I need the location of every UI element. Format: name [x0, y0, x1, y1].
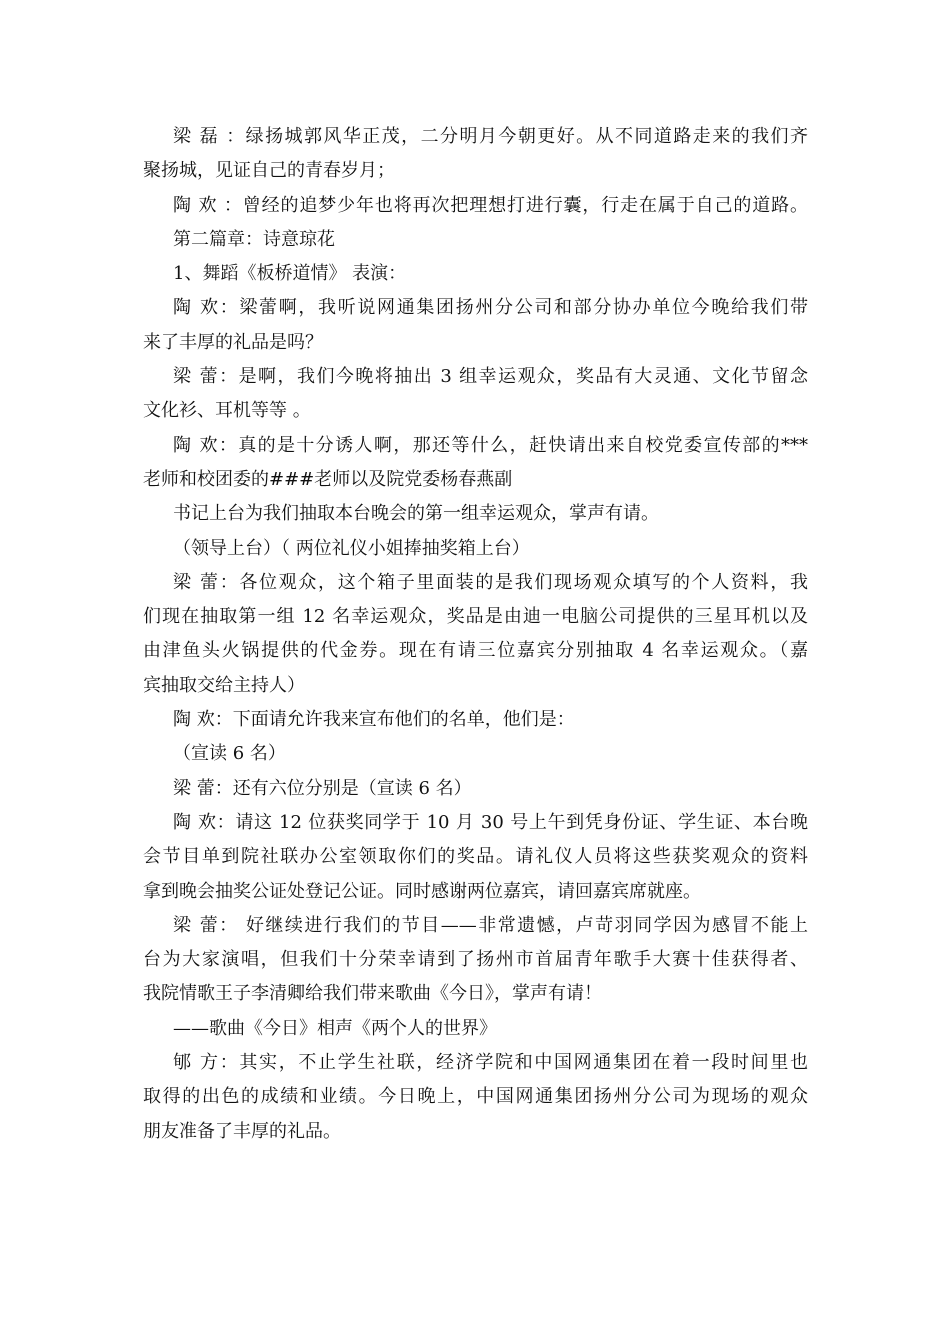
document-line: 陶 欢：梁蕾啊，我听说网通集团扬州分公司和部分协办单位今晚给我们带	[173, 297, 808, 319]
document-line: 梁 蕾：是啊，我们今晚将抽出 3 组幸运观众，奖品有大灵通、文化节留念	[173, 366, 808, 388]
document-line: 文化衫、耳机等等 。	[143, 400, 311, 422]
document-line: 们现在抽取第一组 12 名幸运观众，奖品是由迪一电脑公司提供的三星耳机以及	[143, 606, 808, 628]
document-line: 梁 蕾： 好继续进行我们的节目——非常遗憾，卢苛羽同学因为感冒不能上	[173, 914, 808, 936]
document-line: 老师和校团委的###老师以及院党委杨春燕副	[143, 468, 513, 490]
document-line: 梁 蕾：各位观众，这个箱子里面装的是我们现场观众填写的个人资料，我	[173, 571, 808, 593]
document-line: 郇 方：其实，不止学生社联，经济学院和中国网通集团在着一段时间里也	[173, 1052, 808, 1074]
document-line: 台为大家演唱，但我们十分荣幸请到了扬州市首届青年歌手大赛十佳获得者、	[143, 949, 808, 971]
document-line: 梁 蕾：还有六位分别是（宣读 6 名）	[173, 777, 472, 799]
document-line: 陶 欢：下面请允许我来宣布他们的名单，他们是：	[173, 709, 575, 731]
document-line: 来了丰厚的礼品是吗？	[143, 331, 323, 353]
document-line: （领导上台）（ 两位礼仪小姐捧抽奖箱上台）	[173, 537, 530, 559]
document-line: 聚扬城，见证自己的青春岁月；	[143, 160, 395, 182]
document-line: 宾抽取交给主持人）	[143, 674, 305, 696]
document-line: 陶 欢 ：曾经的追梦少年也将再次把理想打进行囊，行走在属于自己的道路。	[173, 194, 808, 216]
document-line: 由津鱼头火锅提供的代金券。现在有请三位嘉宾分别抽取 4 名幸运观众。（嘉	[143, 640, 808, 662]
document-line: ——歌曲《今日》相声《两个人的世界》	[173, 1017, 497, 1039]
document-line: 第二篇章：诗意琼花	[173, 228, 335, 250]
document-line: 1、舞蹈《板桥道情》 表演：	[173, 263, 407, 285]
document-line: 拿到晚会抽奖公证处登记公证。同时感谢两位嘉宾，请回嘉宾席就座。	[143, 880, 701, 902]
document-line: 陶 欢：请这 12 位获奖同学于 10 月 30 号上午到凭身份证、学生证、本台晚	[173, 811, 808, 833]
document-line: 取得的出色的成绩和业绩。今日晚上，中国网通集团扬州分公司为现场的观众	[143, 1086, 808, 1108]
document-line: 陶 欢：真的是十分诱人啊，那还等什么，赶快请出来自校党委宣传部的***	[173, 434, 808, 456]
document-line: 我院情歌王子李清卿给我们带来歌曲《今日》，掌声有请！	[143, 983, 602, 1005]
document-line: （宣读 6 名）	[173, 743, 286, 765]
document-line: 会节目单到院社联办公室领取你们的奖品。请礼仪人员将这些获奖观众的资料	[143, 846, 808, 868]
document-line: 梁 磊 ：绿扬城郭风华正茂，二分明月今朝更好。从不同道路走来的我们齐	[173, 126, 808, 147]
document-line: 书记上台为我们抽取本台晚会的第一组幸运观众，掌声有请。	[173, 503, 659, 525]
document-line: 朋友准备了丰厚的礼品。	[143, 1120, 341, 1142]
document-body	[143, 120, 808, 1149]
